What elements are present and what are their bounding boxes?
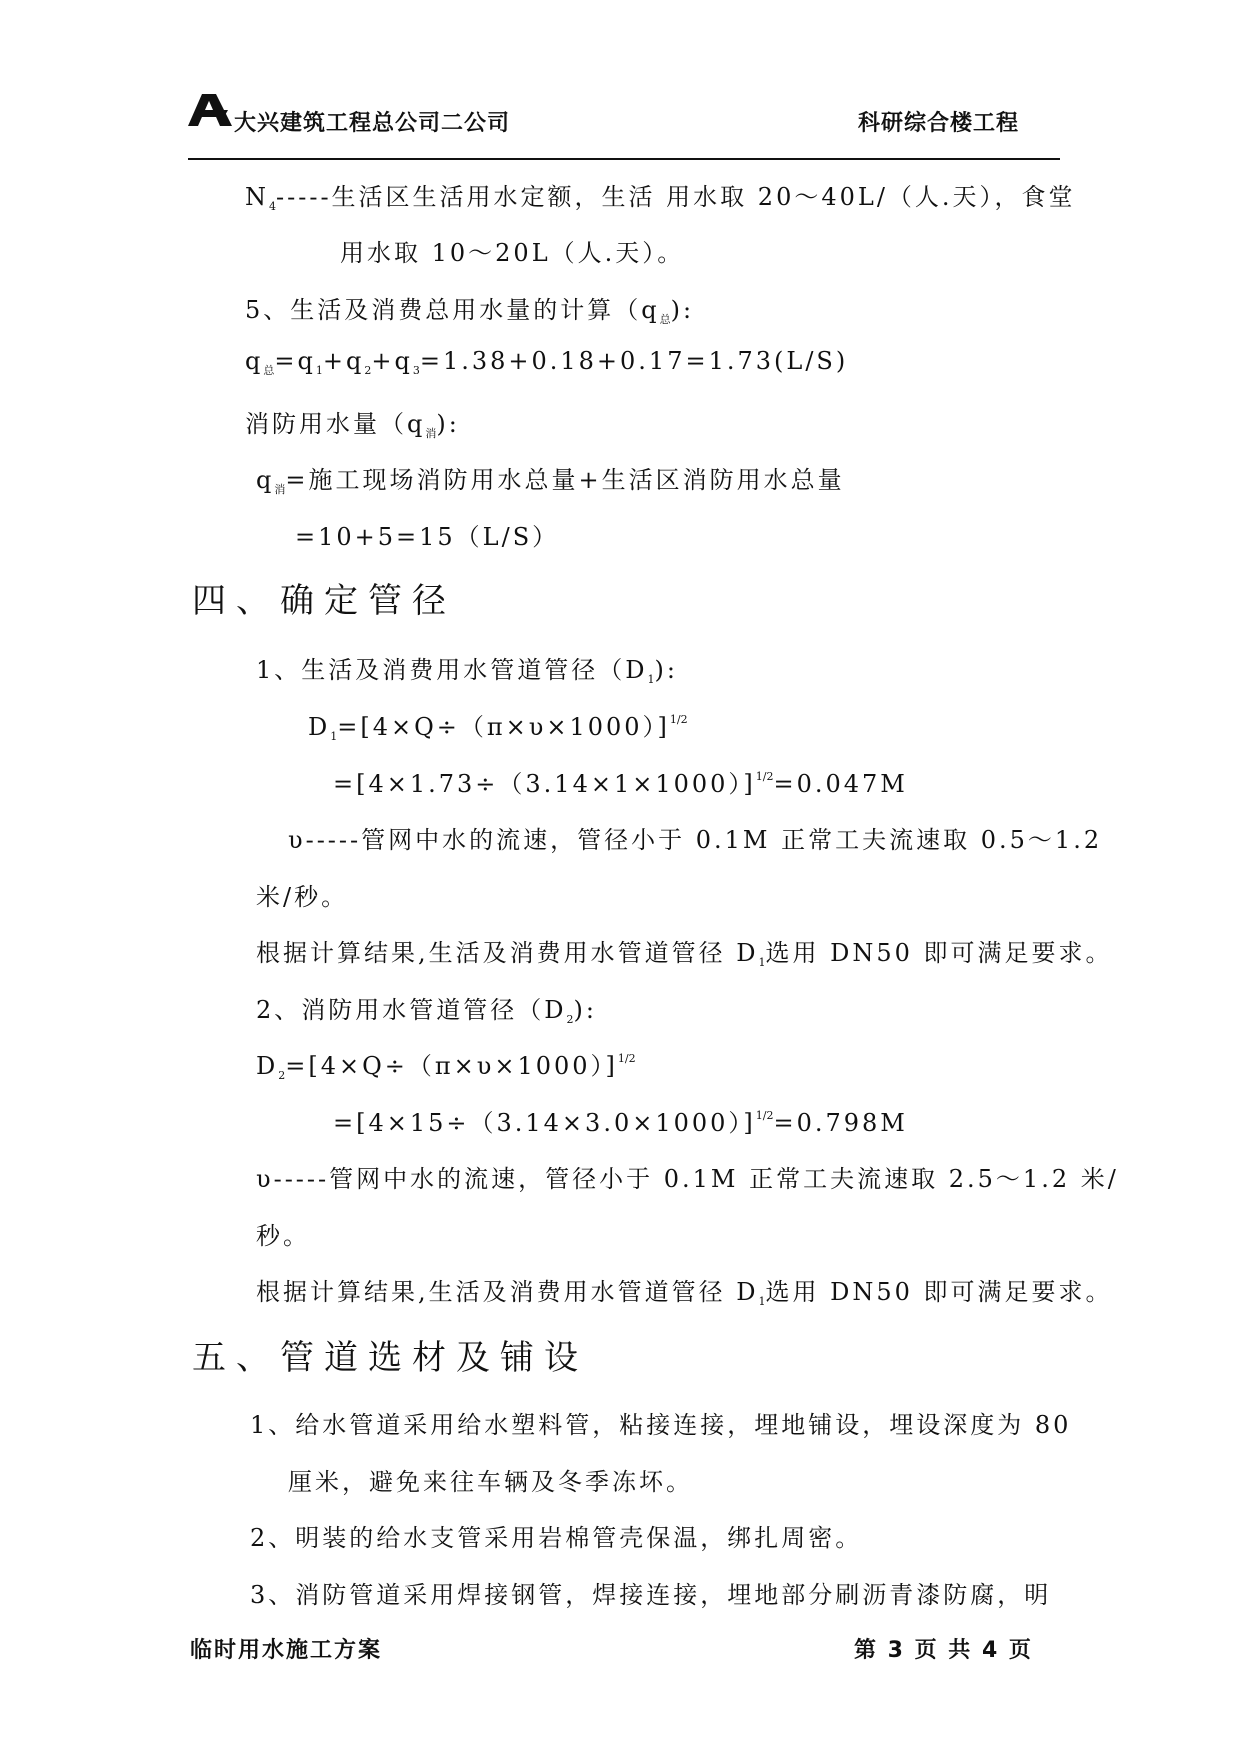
- velocity-note-1-cont: 米/秒。: [256, 883, 349, 911]
- velocity-note-1: υ-----管网中水的流速，管径小于 0.1M 正常工夫流速取 0.5～1.2: [288, 826, 1103, 854]
- d2-calculation: $=[4\times 15\div(3.14\times 3.0\times 1000)]^{1/2}=0.798M$: [333, 1109, 908, 1137]
- footer-doc-title: 临时用水施工方案: [190, 1638, 383, 1663]
- paragraph-1-cont: 厘米，避免来往车辆及冬季冻坏。: [288, 1468, 693, 1496]
- paragraph-3: 3、消防管道采用焊接钢管，焊接连接，埋地部分刷沥青漆防腐，明: [250, 1581, 1052, 1609]
- result-2: 根据计算结果,生活及消费用水管道管径 $D_1$选用 DN50 即可满足要求。: [256, 1278, 1113, 1308]
- d2-title: 2、消防用水管道管径$(D_2)$:: [256, 996, 597, 1026]
- fire-water-value: =10+5=15（L/S）: [295, 523, 560, 551]
- n4-definition-cont: 用水取 10～20L（人.天）。: [340, 239, 685, 267]
- header-project: 科研综合楼工程: [858, 111, 1020, 136]
- velocity-note-2: υ-----管网中水的流速，管径小于 0.1M 正常工夫流速取 2.5～1.2 米/: [256, 1165, 1119, 1193]
- header-company: 大兴建筑工程总公司二公司: [234, 111, 511, 136]
- d1-title: 1、生活及消费用水管道管径$(D_1)$:: [256, 656, 678, 686]
- section-5-heading: 五、管道选材及铺设: [192, 1338, 588, 1378]
- footer-page-info: 第 3 页 共 4 页: [854, 1638, 1033, 1663]
- velocity-note-2-cont: 秒。: [256, 1222, 310, 1250]
- d1-calculation: $=[4\times 1.73\div(3.14\times 1\times 1000)]^{1/2}=0.047M$: [333, 770, 908, 798]
- d1-formula: $D_1=[4\times Q\div(\pi\times\upsilon\times 1000)]^{1/2}$: [308, 713, 688, 743]
- n4-definition: $N_4-----$生活区生活用水定额，生活 用水取 20～40L/（人.天），食堂: [245, 183, 1076, 213]
- result-1: 根据计算结果,生活及消费用水管道管径 $D_1$选用 DN50 即可满足要求。: [256, 939, 1113, 969]
- qtotal-formula: $q_总=q_1+q_2+q_3=1.38+0.18+0.17=1.73(L/S)$: [245, 347, 849, 377]
- header-rule: [188, 158, 1060, 160]
- item5-title: 5、生活及消费总用水量的计算$(q_总)$:: [245, 296, 695, 326]
- section-4-heading: 四、确定管径: [192, 581, 456, 621]
- fire-water-title: 消防用水量$(q_消)$:: [245, 410, 460, 440]
- d2-formula: $D_2=[4\times Q\div(\pi\times\upsilon\times 1000)]^{1/2}$: [256, 1052, 636, 1082]
- fire-water-definition: $q_消=$施工现场消防用水总量+生活区消防用水总量: [256, 466, 845, 496]
- paragraph-2: 2、明装的给水支管采用岩棉管壳保温，绑扎周密。: [250, 1524, 863, 1552]
- company-logo-icon: [188, 90, 232, 126]
- paragraph-1: 1、给水管道采用给水塑料管，粘接连接，埋地铺设，埋设深度为 80: [250, 1411, 1072, 1439]
